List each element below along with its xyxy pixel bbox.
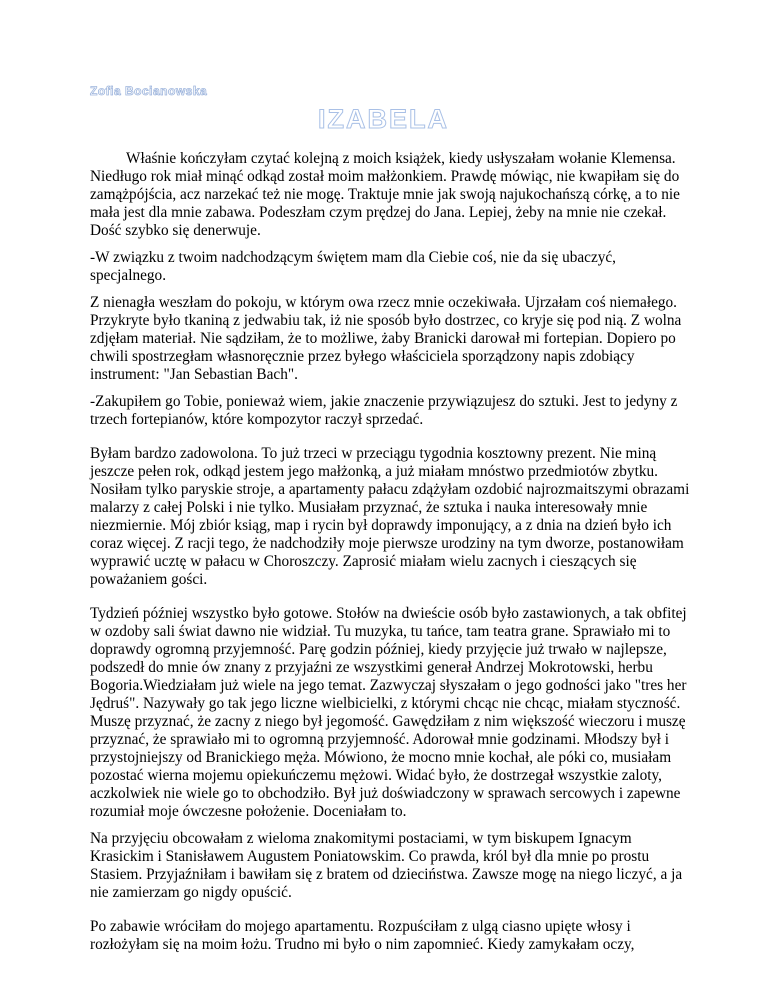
paragraph: Tydzień później wszystko było gotowe. Stołów na dwieście osób było zastawionych, a tak obfitej w ozdoby sali świat dawno nie widział. Tu muzyka, tu tańce, tam teatra grane. Sprawiało mi to doprawdy ogromną przyjemność. Parę godzin później, kiedy przyjęcie już trwało w najlepsze, podszedł do mnie ów znany z przyjaźni ze wszystkimi generał Andrzej Mokrotowski, herbu Bogoria.Wiedziałam już wiele na jego temat. Zazwyczaj słyszałam o jego godności jako "tres her Jędruś". Nazywały go tak jego liczne wielbicielki, z którymi chcąc nie chcąc, miałam styczność. Muszę przyznać, że zacny z niego był jegomość. Gawędziłam z nim większość wieczoru i muszę przyznać, że sprawiało mi to ogromną przyjemność. Adorował mnie godzinami. Młodszy był i przystojniejszy od Branickiego męża. Mówiono, że mocno mnie kochał, ale póki co, musiałam pozostać wierna mojemu opiekuńczemu mężowi. Widać było, że dostrzegał wszystkie zaloty, aczkolwiek nie wiele go to obchodziło. Był już doświadczony w sprawach sercowych i zapewne rozumiał moje ówczesne położenie. Doceniałam to. (90, 605, 687, 820)
paragraph: Na przyjęciu obcowałam z wieloma znakomitymi postaciami, w tym biskupem Ignacym Krasickim i Stanisławem Augustem Poniatowskim. Co prawda, król był dla mnie po prostu Stasiem. Przyjaźniłam i bawiłam się z bratem od dzieciństwa. Zawsze mogę na niego liczyć, a ja nie zamierzam go nigdy opuścić. (90, 830, 683, 901)
document-body (90, 150, 690, 963)
paragraph: Byłam bardzo zadowolona. To już trzeci w przeciągu tygodnia kosztowny prezent. Nie miną jeszcze pełen rok, odkąd jestem jego małżonką, a już miałam mnóstwo przedmiotów zbytku. Nosiłam tylko paryskie stroje, a apartamenty pałacu zdążyłam ozdobić najrozmaitszymi obrazami malarzy z całej Polski i nie tylko. Musiałam przyznać, że sztuka i nauka interesowały mnie niezmiernie. Mój zbiór ksiąg, map i rycin był doprawdy imponujący, a z dnia na dzień było ich coraz więcej. Z racji tego, że nadchodziły moje pierwsze urodziny na tym dworze, postanowiłam wyprawić ucztę w pałacu w Choroszczy. Zaprosić miałam wielu zacnych i cieszących się poważaniem gości. (90, 445, 690, 588)
author-name: Zofia Bocianowska (90, 84, 208, 98)
paragraph: -W związku z twoim nadchodzącym świętem mam dla Ciebie coś, nie da się ubaczyć, specjalnego. (90, 249, 616, 284)
paragraph: Po zabawie wróciłam do mojego apartamentu. Rozpuściłam z ulgą ciasno upięte włosy i rozłożyłam się na moim łożu. Trudno mi było o nim zapomnieć. Kiedy zamykałam oczy, (90, 918, 635, 953)
paragraph: Z nienagła weszłam do pokoju, w którym owa rzecz mnie oczekiwała. Ujrzałam coś niemałego. Przykryte było tkaniną z jedwabiu tak, iż nie sposób było dostrzec, co kryje się pod nią. Z wolna zdjęłam materiał. Nie sądziłam, że to możliwe, żaby Branicki darował mi fortepian. Dopiero po chwili spostrzegłam własnoręcznie przez byłego właściciela sporządzony napis zdobiący instrument: "Jan Sebastian Bach". (90, 294, 682, 383)
document-title: IZABELA (318, 104, 449, 134)
paragraph: Właśnie kończyłam czytać kolejną z moich książek, kiedy usłyszałam wołanie Klemensa. Niedługo rok miał minąć odkąd został moim małżonkiem. Prawdę mówiąc, nie kwapiłam się do zamążpójścia, acz narzekać też nie mogę. Traktuje mnie jak swoją najukochańszą córkę, a to nie mała jest dla mnie zabawa. Podeszłam czym prędzej do Jana. Lepiej, żeby na mnie nie czekał. Dość szybko się denerwuje. (90, 150, 680, 239)
paragraph: -Zakupiłem go Tobie, ponieważ wiem, jakie znaczenie przywiązujesz do sztuki. Jest to jedyny z trzech fortepianów, które kompozytor raczył sprzedać. (90, 393, 678, 428)
